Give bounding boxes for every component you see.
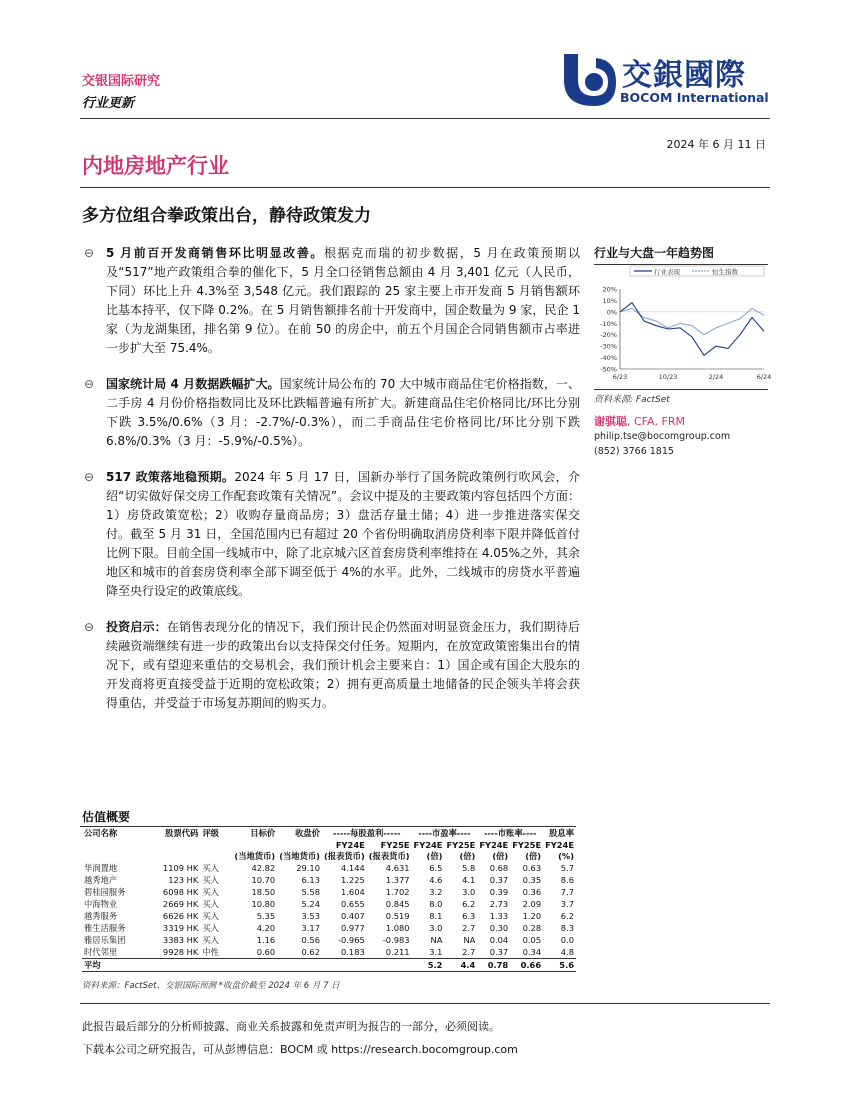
table-cell: 8.1: [429, 911, 443, 921]
table-cell: 买入: [202, 887, 219, 897]
table-cell: 0.56: [301, 935, 320, 945]
chart-title: 行业与大盘一年趋势图: [594, 244, 768, 265]
header-cell: FY24E: [335, 839, 365, 850]
header-rating: 评级: [202, 828, 219, 838]
table-cell: 0.78: [477, 959, 510, 972]
table-cell: 0.34: [510, 946, 543, 959]
header-cell: FY24E: [413, 839, 443, 850]
table-cell: 平均: [82, 959, 147, 972]
table-cell: 买入: [202, 911, 219, 921]
table-cell: 4.6: [429, 875, 443, 885]
analyst-phone: (852) 3766 1815: [594, 446, 674, 457]
x-tick-label: 6/24: [756, 373, 772, 381]
table-cell: 10.80: [251, 899, 276, 909]
table-cell: 5.8: [462, 863, 476, 873]
table-cell: 3.2: [429, 887, 443, 897]
table-cell: 0.37: [477, 946, 510, 959]
header-cell: [147, 850, 200, 862]
table-cell: 买入: [202, 935, 219, 945]
table-cell: 0.845: [385, 899, 410, 909]
header-cell: (报表货币): [368, 851, 410, 861]
table-cell: 4.8: [543, 946, 576, 959]
table-cell: 6626 HK: [162, 911, 199, 921]
table-header-row: [82, 839, 576, 850]
table-cell: 4.1: [462, 875, 476, 885]
table-cell: 6.3: [462, 911, 476, 921]
analyst-credentials: , CFA, FRM: [627, 415, 685, 428]
table-cell: [147, 959, 200, 972]
header-pe: ----市盈率----: [418, 828, 471, 838]
table-row: [82, 946, 576, 959]
report-title: 多方位组合拳政策出台，静待政策发力: [82, 206, 371, 226]
valuation-source: 资料来源：FactSet、交银国际预测 *收盘价截至 2024 年 6 月 7 日: [82, 981, 340, 991]
circled-minus-icon: ⊖: [84, 246, 95, 260]
table-cell: 2.09: [522, 899, 542, 909]
paragraph-sales: [84, 244, 580, 358]
header-cell: [82, 839, 147, 850]
report-type: 行业更新: [82, 96, 135, 111]
footer-disclaimer: 此报告最后部分的分析师披露、商业关系披露和免责声明为报告的一部分，必须阅读。: [82, 1020, 500, 1033]
paragraph-investment: [84, 618, 580, 713]
table-cell: -0.983: [382, 935, 410, 945]
header-cell: (倍): [426, 851, 443, 861]
header-cell: FY25E: [380, 839, 410, 850]
x-tick-label: 2/24: [708, 373, 724, 381]
table-cell: 2.7: [462, 923, 476, 933]
table-cell: 7.7: [560, 887, 574, 897]
table-cell: 0.519: [385, 911, 410, 921]
table-cell: 雅居乐集团: [84, 935, 126, 945]
chart-source: 资料来源: FactSet: [594, 389, 768, 405]
header-target-price: 目标价: [250, 828, 276, 838]
main-content: [84, 244, 580, 730]
paragraph-text: 国家统计局公布的 70 大中城市商品住宅价格指数，一、二手房 4 月份价格指数同比及环比跌幅普遍有所扩大。新建商品住宅价格同比/环比分别下跌 3.5%/0.6%（3 月：-2.7%/-0.3%），而二手商品住宅价格同比/环比分别下跌 6.8%/0.3%（3 月：-5.9%/-0.5%）。: [106, 377, 580, 448]
header-cell: (倍): [459, 851, 476, 861]
table-cell: 3.53: [301, 911, 320, 921]
table-cell: 0.28: [522, 923, 542, 933]
table-cell: 1.604: [341, 887, 365, 897]
header-cell: FY25E: [512, 839, 542, 850]
table-row: [82, 898, 576, 910]
table-row: [82, 910, 576, 922]
table-cell: 6.13: [301, 875, 320, 885]
report-date: 2024 年 6 月 11 日: [666, 138, 766, 151]
x-tick-label: 6/23: [612, 373, 628, 381]
header-cell: FY25E: [446, 839, 476, 850]
header-cell: [232, 839, 277, 850]
y-tick-label: -30%: [600, 342, 617, 351]
y-tick-label: -40%: [600, 354, 617, 363]
table-cell: 8.6: [560, 875, 574, 885]
table-cell: 时代邻里: [82, 946, 147, 959]
paragraph-text: 根据克而瑞的初步数据，5 月在政策预期以及“517”地产政策组合拳的催化下，5 月全口径销售总额由 4 月 3,401 亿元（人民币，下同）环比上升 4.3%至 3,548 亿元。我们跟踪的 25 家主要上市开发商 5 月销售额环比基本持平，仅下降 0.2%。在 5 月销售额排名前十开发商中，国企数量为 9 家，民企 1 家（为龙湖集团，排名第 9 位）。在前 50 的房企中，前五个月国企合同销售额市占率进一步扩大至 75.4%。: [106, 246, 581, 355]
header-eps: -----每股盈利-----: [332, 828, 401, 838]
table-cell: 越秀地产: [84, 875, 118, 885]
header-divider: [80, 118, 770, 119]
table-cell: 8.0: [429, 899, 443, 909]
valuation-title: 估值概要: [82, 810, 131, 824]
table-cell: 6.2: [462, 899, 476, 909]
table-cell: 1109 HK: [162, 863, 199, 873]
table-header-row: [82, 850, 576, 862]
table-cell: 0.66: [510, 959, 543, 972]
header-close-price: 收盘价: [295, 828, 320, 838]
table-cell: 买入: [202, 923, 219, 933]
table-cell: 2.7: [444, 946, 477, 959]
y-tick-label: 20%: [602, 285, 617, 294]
valuation-table: [82, 827, 576, 972]
table-cell: 0.04: [489, 935, 509, 945]
header-company: 公司名称: [84, 828, 118, 838]
table-cell: 0.68: [489, 863, 509, 873]
header-cell: (当地货币): [279, 851, 320, 861]
paragraph-lead: 国家统计局 4 月数据跌幅扩大。: [106, 377, 280, 391]
table-cell: 3.7: [560, 899, 574, 909]
trend-chart: [594, 265, 772, 385]
table-cell: 买入: [202, 875, 219, 885]
table-cell: 1.377: [385, 875, 410, 885]
analyst-name-text: 谢骐聪: [594, 415, 627, 428]
x-tick-label: 10/23: [658, 373, 678, 381]
analyst-name: [594, 413, 768, 429]
table-cell: 1.33: [489, 911, 509, 921]
table-cell: 6.5: [429, 863, 443, 873]
table-cell: 越秀服务: [84, 911, 118, 921]
table-cell: 0.39: [489, 887, 509, 897]
table-cell: [322, 959, 367, 972]
table-cell: 123 HK: [168, 875, 199, 885]
table-cell: 8.3: [560, 923, 574, 933]
table-row: [82, 922, 576, 934]
paragraph-lead: 5 月前百开发商销售环比明显改善。: [106, 246, 324, 260]
logo-chinese-text: 交銀國際: [622, 58, 746, 93]
table-row: [82, 934, 576, 946]
table-cell: [232, 959, 277, 972]
table-cell: 3.0: [462, 887, 476, 897]
table-cell: 1.225: [341, 875, 365, 885]
bocom-logo: [556, 50, 768, 108]
header-yield: 股息率: [549, 828, 574, 838]
header-cell: FY24E: [545, 839, 574, 850]
table-cell: 3319 HK: [162, 923, 199, 933]
table-cell: 5.35: [256, 911, 276, 921]
table-cell: 2669 HK: [162, 899, 199, 909]
table-row: [82, 959, 576, 972]
table-cell: 1.702: [385, 887, 410, 897]
table-cell: [277, 959, 322, 972]
y-tick-label: -10%: [600, 319, 617, 328]
table-cell: 碧桂园服务: [84, 887, 126, 897]
table-cell: 6.2: [560, 911, 574, 921]
table-cell: 0.63: [522, 863, 542, 873]
header-cell: (当地货币): [234, 851, 276, 861]
table-cell: 0.36: [522, 887, 542, 897]
table-cell: 0.407: [341, 911, 365, 921]
header-cell: FY24E: [479, 839, 509, 850]
table-header-row: [82, 827, 576, 839]
table-cell: 5.7: [560, 863, 574, 873]
header-cell: (倍): [525, 851, 542, 861]
table-cell: 4.144: [341, 863, 365, 873]
table-cell: 2.73: [489, 899, 509, 909]
legend-label-index: 恒生指数: [712, 268, 738, 276]
header-cell: [147, 839, 200, 850]
paragraph-text: 在销售表现分化的情况下，我们预计民企仍然面对明显资金压力，我们期待后续融资端继续有进一步的政策出台以支持保交付任务。短期内，在放宽政策密集出台的情况下，或有望迎来重估的交易机会，我们预计机会主要来自：1）国企或有国企大股东的开发商将更直接受益于近期的宽松政策；2）拥有更高质量土地储备的民企领头羊将会获得重估，并受益于市场复苏期间的购买力。: [106, 620, 580, 710]
table-cell: 1.16: [256, 935, 276, 945]
table-cell: 中海物业: [84, 899, 118, 909]
table-cell: 0.05: [522, 935, 542, 945]
table-cell: 买入: [202, 899, 219, 909]
table-cell: 0.30: [489, 923, 509, 933]
table-row: [82, 886, 576, 898]
table-cell: 4.631: [385, 863, 410, 873]
table-cell: NA: [430, 935, 443, 945]
header-pb: ----市账率----: [483, 828, 537, 838]
table-cell: 4.4: [444, 959, 477, 972]
table-cell: 5.24: [301, 899, 320, 909]
bocom-logo-icon: [556, 50, 618, 108]
table-cell: 0.62: [277, 946, 322, 959]
series-line-industry: [620, 303, 764, 356]
paragraph-lead: 517 政策落地稳预期。: [106, 470, 235, 484]
table-cell: 10.70: [251, 875, 276, 885]
firm-name: 交银国际研究: [82, 74, 161, 89]
paragraph-lead: 投资启示：: [106, 620, 167, 634]
header-cell: [277, 839, 322, 850]
table-cell: 0.655: [341, 899, 365, 909]
table-cell: NA: [463, 935, 476, 945]
paragraph-text: 2024 年 5 月 17 日，国新办举行了国务院政策例行吹风会，介绍“切实做好保交房工作配套政策有关情况”。会议中提及的主要政策内容包括四个方面：1）房贷政策宽松；2）收购存量商品房；3）盘活存量土储；4）进一步推进落实保交付。截至 5 月 31 日，全国范围内已有超过 20 个省份明确取消房贷利率下限并降低首付比例下限。目前全国一线城市中，除了北京城六区首套房贷利率维持在 4.05%之外，其余地区和城市的首套房贷利率全部下调至低于 4%的水平。此外，二线城市的房贷水平普遍降至央行设定的政策底线。: [106, 470, 580, 598]
table-cell: 0.977: [341, 923, 365, 933]
header-cell: (报表货币): [323, 851, 365, 861]
circled-minus-icon: ⊖: [84, 620, 95, 634]
table-cell: 0.211: [367, 946, 412, 959]
table-row: [82, 874, 576, 886]
table-cell: 华润置地: [84, 863, 118, 873]
table-cell: 0.37: [489, 875, 509, 885]
table-cell: 3.0: [429, 923, 443, 933]
paragraph-policy: [84, 468, 580, 601]
sector-title: 内地房地产行业: [82, 153, 229, 178]
header-cell: [82, 850, 147, 862]
table-cell: -0.965: [338, 935, 365, 945]
table-cell: 0.183: [322, 946, 367, 959]
table-cell: 4.20: [256, 923, 276, 933]
table-cell: 5.2: [412, 959, 445, 972]
legend-label-industry: 行业表现: [654, 268, 680, 276]
table-cell: 3383 HK: [162, 935, 199, 945]
y-tick-label: -20%: [600, 331, 617, 340]
header-cell: [200, 839, 232, 850]
header-code: 股票代码: [165, 828, 199, 838]
sector-divider: [80, 187, 770, 188]
table-cell: 买入: [202, 863, 219, 873]
footer-download: 下载本公司之研究报告，可从彭博信息：BOCM 或 https://research.bocomgroup.com: [82, 1043, 518, 1056]
paragraph-nbs: [84, 375, 580, 451]
y-tick-label: 10%: [602, 296, 617, 305]
table-cell: 0.35: [522, 875, 542, 885]
table-cell: 0.60: [232, 946, 277, 959]
table-cell: 9928 HK: [147, 946, 200, 959]
table-cell: 3.1: [412, 946, 445, 959]
circled-minus-icon: ⊖: [84, 377, 95, 391]
table-row: [82, 862, 576, 874]
header-cell: [200, 850, 232, 862]
table-cell: 1.080: [385, 923, 410, 933]
logo-english-text: BOCOM International: [620, 90, 769, 105]
header-cell: (%): [558, 851, 574, 861]
table-cell: 雅生活服务: [84, 923, 126, 933]
table-cell: 18.50: [251, 887, 276, 897]
sidebar: [594, 244, 772, 459]
table-cell: 29.10: [296, 863, 320, 873]
table-cell: [200, 959, 232, 972]
table-cell: [367, 959, 412, 972]
table-cell: 42.82: [251, 863, 276, 873]
table-cell: 5.6: [543, 959, 576, 972]
circled-minus-icon: ⊖: [84, 470, 95, 484]
table-cell: 1.20: [522, 911, 542, 921]
analyst-email[interactable]: philip.tse@bocomgroup.com: [594, 431, 731, 442]
y-tick-label: -50%: [600, 365, 617, 374]
y-tick-label: 0%: [606, 308, 617, 317]
header-cell: (倍): [492, 851, 509, 861]
table-cell: 6098 HK: [162, 887, 199, 897]
table-cell: 3.17: [301, 923, 320, 933]
table-cell: 中性: [200, 946, 232, 959]
table-cell: 0.0: [560, 935, 574, 945]
footer-divider: [80, 1003, 770, 1004]
table-cell: 5.58: [301, 887, 320, 897]
